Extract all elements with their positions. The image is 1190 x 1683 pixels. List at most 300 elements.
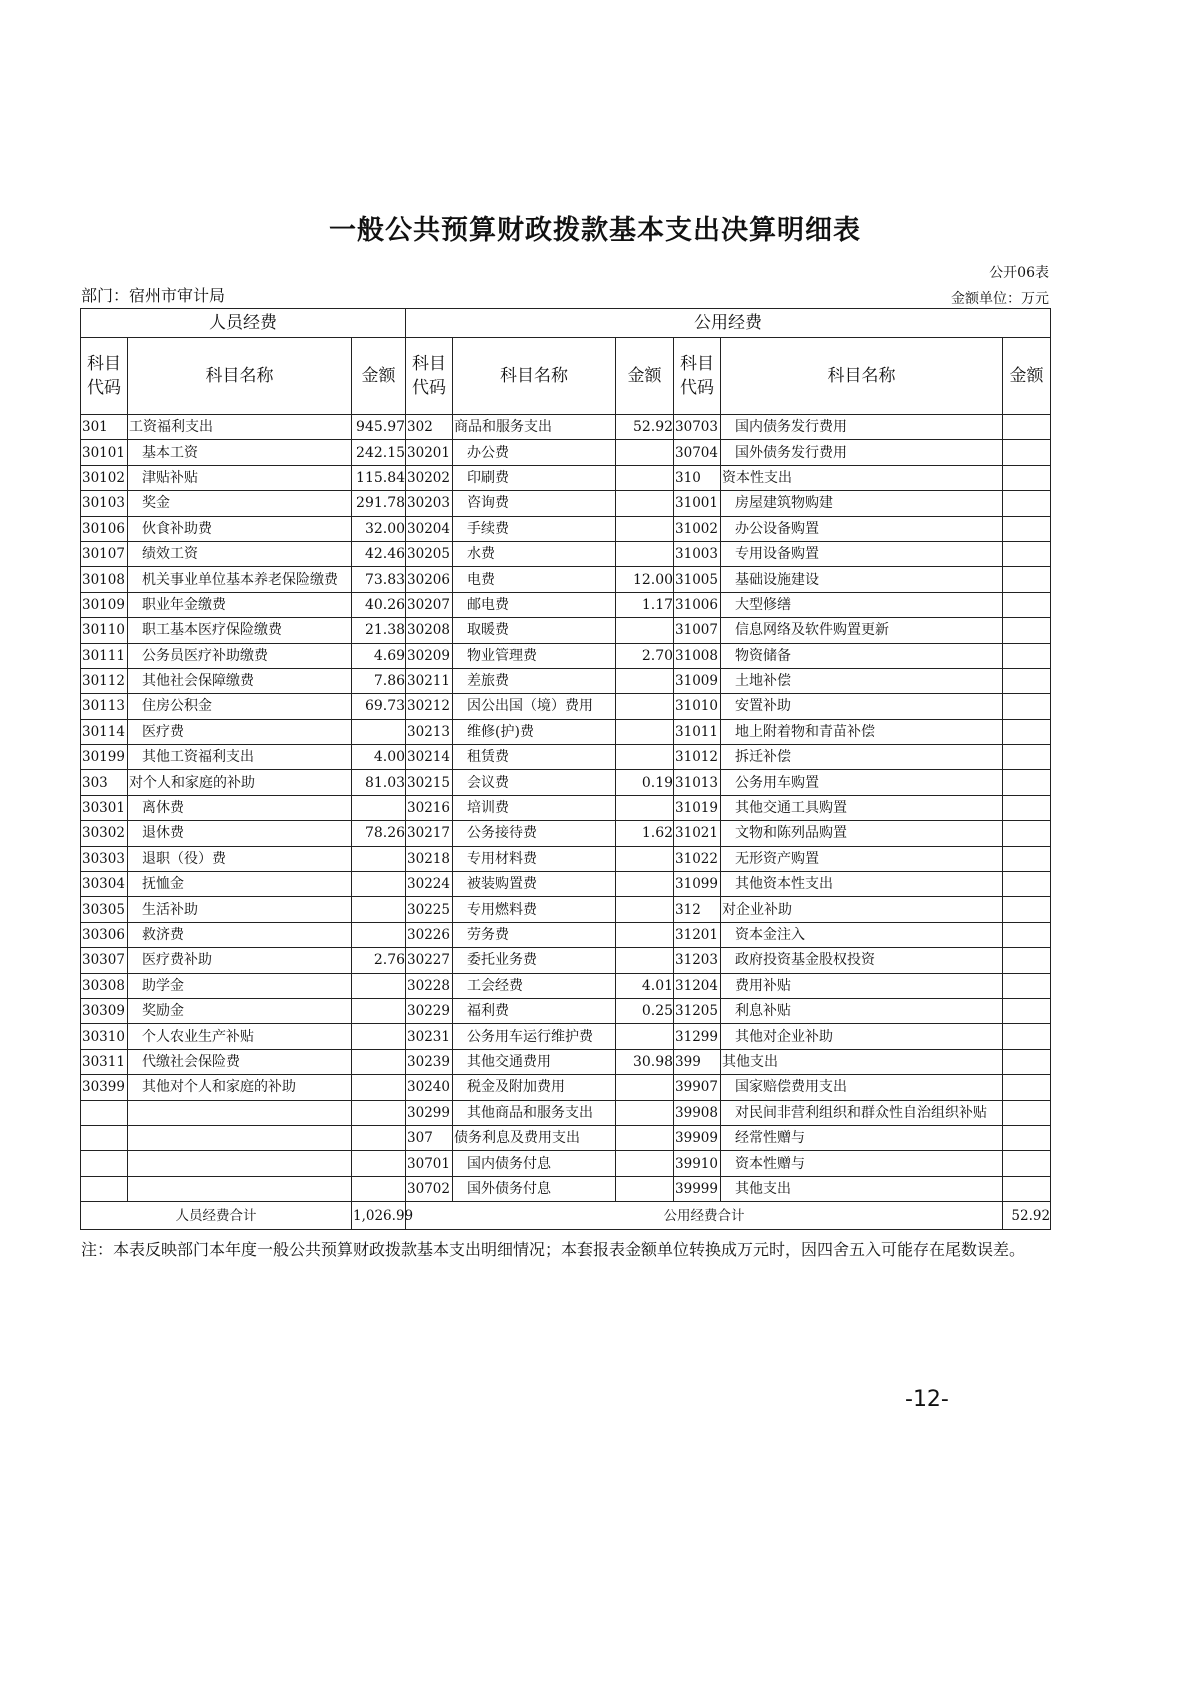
cell-code: 30207 xyxy=(406,592,453,617)
cell-name: 其他商品和服务支出 xyxy=(453,1100,616,1125)
cell-name: 其他工资福利支出 xyxy=(128,745,352,770)
cell-code: 30225 xyxy=(406,897,453,922)
cell-name: 信息网络及软件购置更新 xyxy=(721,618,1003,643)
cell-amount xyxy=(1003,948,1051,973)
name-header: 科目名称 xyxy=(128,338,352,415)
cell-name: 债务利息及费用支出 xyxy=(453,1125,616,1150)
cell-name: 公务员医疗补助缴费 xyxy=(128,643,352,668)
cell-amount: 1.62 xyxy=(616,821,674,846)
cell-name: 基础设施建设 xyxy=(721,567,1003,592)
cell-code: 30239 xyxy=(406,1049,453,1074)
cell-name: 生活补助 xyxy=(128,897,352,922)
public-header: 公用经费 xyxy=(406,309,1051,338)
cell-name: 职工基本医疗保险缴费 xyxy=(128,618,352,643)
cell-name: 退休费 xyxy=(128,821,352,846)
cell-amount xyxy=(1003,1151,1051,1176)
cell-amount xyxy=(1003,440,1051,465)
cell-name: 资本性支出 xyxy=(721,465,1003,490)
cell-amount xyxy=(1003,668,1051,693)
cell-code: 30226 xyxy=(406,922,453,947)
cell-amount xyxy=(1003,998,1051,1023)
cell-name: 国家赔偿费用支出 xyxy=(721,1075,1003,1100)
amount-header: 金额 xyxy=(1003,338,1051,415)
cell-code: 30215 xyxy=(406,770,453,795)
cell-code: 30209 xyxy=(406,643,453,668)
cell-code: 30113 xyxy=(81,694,128,719)
cell-amount: 81.03 xyxy=(352,770,406,795)
cell-code: 39910 xyxy=(674,1151,721,1176)
table-row xyxy=(81,440,1051,465)
cell-code: 301 xyxy=(81,415,128,440)
personnel-total-label: 人员经费合计 xyxy=(81,1202,352,1230)
cell-name: 办公设备购置 xyxy=(721,516,1003,541)
cell-name: 其他支出 xyxy=(721,1176,1003,1201)
cell-name: 基本工资 xyxy=(128,440,352,465)
cell-amount xyxy=(1003,922,1051,947)
cell-code: 30309 xyxy=(81,998,128,1023)
table-row xyxy=(81,745,1051,770)
cell-name: 无形资产购置 xyxy=(721,846,1003,871)
cell-name: 费用补贴 xyxy=(721,973,1003,998)
cell-amount xyxy=(1003,465,1051,490)
cell-code: 30399 xyxy=(81,1075,128,1100)
cell-amount xyxy=(1003,770,1051,795)
cell-amount xyxy=(1003,643,1051,668)
table-row xyxy=(81,541,1051,566)
name-header: 科目名称 xyxy=(721,338,1003,415)
cell-code: 30106 xyxy=(81,516,128,541)
cell-code: 30199 xyxy=(81,745,128,770)
cell-code: 30214 xyxy=(406,745,453,770)
cell-name: 大型修缮 xyxy=(721,592,1003,617)
cell-code: 399 xyxy=(674,1049,721,1074)
cell-code: 30229 xyxy=(406,998,453,1023)
cell-code: 307 xyxy=(406,1125,453,1150)
table-row xyxy=(81,415,1051,440)
cell-code: 30111 xyxy=(81,643,128,668)
cell-amount: 945.97 xyxy=(352,415,406,440)
cell-code: 31001 xyxy=(674,491,721,516)
cell-name: 电费 xyxy=(453,567,616,592)
cell-amount xyxy=(616,668,674,693)
cell-code: 30101 xyxy=(81,440,128,465)
cell-code: 31002 xyxy=(674,516,721,541)
cell-name: 被装购置费 xyxy=(453,872,616,897)
cell-amount xyxy=(352,1125,406,1150)
cell-amount xyxy=(1003,745,1051,770)
cell-name: 工会经费 xyxy=(453,973,616,998)
cell-name: 物资储备 xyxy=(721,643,1003,668)
cell-amount: 32.00 xyxy=(352,516,406,541)
cell-code: 30107 xyxy=(81,541,128,566)
cell-amount xyxy=(1003,1049,1051,1074)
cell-name: 离休费 xyxy=(128,795,352,820)
cell-code xyxy=(81,1151,128,1176)
cell-amount xyxy=(1003,1100,1051,1125)
cell-name: 安置补助 xyxy=(721,694,1003,719)
cell-name: 津贴补贴 xyxy=(128,465,352,490)
cell-name: 办公费 xyxy=(453,440,616,465)
cell-amount xyxy=(1003,592,1051,617)
cell-amount xyxy=(1003,491,1051,516)
cell-amount xyxy=(352,795,406,820)
cell-amount xyxy=(616,922,674,947)
cell-amount xyxy=(352,1075,406,1100)
cell-name: 专用设备购置 xyxy=(721,541,1003,566)
cell-code: 31006 xyxy=(674,592,721,617)
cell-name: 公务用车运行维护费 xyxy=(453,1024,616,1049)
table-row xyxy=(81,1151,1051,1176)
cell-code: 30203 xyxy=(406,491,453,516)
cell-amount xyxy=(352,922,406,947)
cell-name: 救济费 xyxy=(128,922,352,947)
cell-amount xyxy=(1003,415,1051,440)
cell-name: 差旅费 xyxy=(453,668,616,693)
cell-amount xyxy=(1003,567,1051,592)
cell-code: 30299 xyxy=(406,1100,453,1125)
cell-name: 经常性赠与 xyxy=(721,1125,1003,1150)
cell-code: 30205 xyxy=(406,541,453,566)
cell-code: 30103 xyxy=(81,491,128,516)
cell-amount: 69.73 xyxy=(352,694,406,719)
cell-amount xyxy=(1003,872,1051,897)
table-row xyxy=(81,922,1051,947)
cell-amount: 21.38 xyxy=(352,618,406,643)
cell-code: 39999 xyxy=(674,1176,721,1201)
cell-amount xyxy=(616,440,674,465)
cell-code: 30211 xyxy=(406,668,453,693)
cell-name: 资本金注入 xyxy=(721,922,1003,947)
department: 部门：宿州市审计局 xyxy=(81,286,226,305)
personnel-header: 人员经费 xyxy=(81,309,406,338)
cell-name: 地上附着物和青苗补偿 xyxy=(721,719,1003,744)
cell-name: 其他支出 xyxy=(721,1049,1003,1074)
cell-code: 30202 xyxy=(406,465,453,490)
cell-name: 房屋建筑物购建 xyxy=(721,491,1003,516)
table-row xyxy=(81,491,1051,516)
cell-code: 302 xyxy=(406,415,453,440)
cell-name: 住房公积金 xyxy=(128,694,352,719)
cell-name: 助学金 xyxy=(128,973,352,998)
cell-code: 30224 xyxy=(406,872,453,897)
cell-amount: 42.46 xyxy=(352,541,406,566)
cell-amount: 2.70 xyxy=(616,643,674,668)
cell-amount xyxy=(352,1100,406,1125)
form-number: 公开06表 xyxy=(989,265,1049,281)
cell-name: 税金及附加费用 xyxy=(453,1075,616,1100)
cell-code: 30301 xyxy=(81,795,128,820)
cell-code: 30305 xyxy=(81,897,128,922)
cell-code: 30114 xyxy=(81,719,128,744)
cell-code: 30306 xyxy=(81,922,128,947)
cell-code: 30308 xyxy=(81,973,128,998)
cell-name: 因公出国（境）费用 xyxy=(453,694,616,719)
totals-row xyxy=(81,1202,1051,1230)
amount-header: 金额 xyxy=(352,338,406,415)
cell-amount xyxy=(616,719,674,744)
table-row xyxy=(81,1100,1051,1125)
table-row xyxy=(81,643,1051,668)
cell-name: 对个人和家庭的补助 xyxy=(128,770,352,795)
cell-code: 30701 xyxy=(406,1151,453,1176)
cell-amount xyxy=(352,1151,406,1176)
cell-code: 31299 xyxy=(674,1024,721,1049)
cell-amount: 52.92 xyxy=(616,415,674,440)
cell-code: 30109 xyxy=(81,592,128,617)
cell-code: 31013 xyxy=(674,770,721,795)
cell-code: 30108 xyxy=(81,567,128,592)
cell-code: 39908 xyxy=(674,1100,721,1125)
cell-amount: 1.17 xyxy=(616,592,674,617)
cell-amount xyxy=(616,694,674,719)
table-row xyxy=(81,465,1051,490)
cell-amount xyxy=(616,948,674,973)
cell-amount: 0.19 xyxy=(616,770,674,795)
table-row xyxy=(81,998,1051,1023)
table-row xyxy=(81,567,1051,592)
cell-code: 30228 xyxy=(406,973,453,998)
cell-amount xyxy=(1003,1075,1051,1100)
table-row xyxy=(81,694,1051,719)
cell-amount xyxy=(1003,795,1051,820)
cell-code: 30227 xyxy=(406,948,453,973)
cell-amount: 73.83 xyxy=(352,567,406,592)
table-row xyxy=(81,1075,1051,1100)
cell-name: 对民间非营利组织和群众性自治组织补贴 xyxy=(721,1100,1003,1125)
cell-code: 31009 xyxy=(674,668,721,693)
table-row xyxy=(81,948,1051,973)
cell-name: 租赁费 xyxy=(453,745,616,770)
code-header: 科目代码 xyxy=(674,338,721,415)
cell-name: 水费 xyxy=(453,541,616,566)
cell-name: 个人农业生产补贴 xyxy=(128,1024,352,1049)
cell-name: 委托业务费 xyxy=(453,948,616,973)
cell-name: 其他社会保障缴费 xyxy=(128,668,352,693)
amount-unit: 金额单位：万元 xyxy=(951,291,1049,307)
table-row xyxy=(81,1176,1051,1201)
cell-code: 31204 xyxy=(674,973,721,998)
cell-name: 其他对企业补助 xyxy=(721,1024,1003,1049)
cell-amount xyxy=(1003,846,1051,871)
cell-amount xyxy=(616,1100,674,1125)
cell-name: 工资福利支出 xyxy=(128,415,352,440)
cell-code: 30311 xyxy=(81,1049,128,1074)
cell-amount xyxy=(616,618,674,643)
table-row xyxy=(81,973,1051,998)
cell-amount xyxy=(616,846,674,871)
cell-code: 30704 xyxy=(674,440,721,465)
table-row xyxy=(81,592,1051,617)
cell-code: 30307 xyxy=(81,948,128,973)
cell-amount xyxy=(352,897,406,922)
footnote: 注：本表反映部门本年度一般公共预算财政拨款基本支出明细情况；本套报表金额单位转换成万元时，因四舍五入可能存在尾数误差。 xyxy=(81,1240,1026,1259)
cell-name: 邮电费 xyxy=(453,592,616,617)
cell-amount: 4.01 xyxy=(616,973,674,998)
cell-code: 30240 xyxy=(406,1075,453,1100)
cell-name: 会议费 xyxy=(453,770,616,795)
cell-amount: 7.86 xyxy=(352,668,406,693)
cell-name: 其他交通费用 xyxy=(453,1049,616,1074)
cell-code: 31205 xyxy=(674,998,721,1023)
cell-name: 医疗费 xyxy=(128,719,352,744)
cell-code: 31021 xyxy=(674,821,721,846)
cell-name xyxy=(128,1100,352,1125)
cell-amount xyxy=(616,1024,674,1049)
cell-name: 劳务费 xyxy=(453,922,616,947)
cell-name: 绩效工资 xyxy=(128,541,352,566)
cell-amount xyxy=(1003,1176,1051,1201)
cell-name: 公务用车购置 xyxy=(721,770,1003,795)
cell-code: 31203 xyxy=(674,948,721,973)
cell-amount xyxy=(616,465,674,490)
cell-amount xyxy=(616,1176,674,1201)
cell-code: 30208 xyxy=(406,618,453,643)
page-number: -12- xyxy=(905,1387,949,1412)
cell-code: 30302 xyxy=(81,821,128,846)
cell-code: 31201 xyxy=(674,922,721,947)
cell-code: 31010 xyxy=(674,694,721,719)
cell-amount xyxy=(352,973,406,998)
table-row xyxy=(81,516,1051,541)
cell-code: 30213 xyxy=(406,719,453,744)
table-row xyxy=(81,897,1051,922)
cell-name: 其他对个人和家庭的补助 xyxy=(128,1075,352,1100)
cell-code: 30102 xyxy=(81,465,128,490)
expenditure-table xyxy=(80,308,1051,1230)
table-row xyxy=(81,1024,1051,1049)
code-header: 科目代码 xyxy=(81,338,128,415)
table-row xyxy=(81,872,1051,897)
cell-name: 奖金 xyxy=(128,491,352,516)
cell-amount xyxy=(616,516,674,541)
cell-code: 31005 xyxy=(674,567,721,592)
cell-amount: 115.84 xyxy=(352,465,406,490)
cell-code: 31011 xyxy=(674,719,721,744)
cell-amount xyxy=(1003,897,1051,922)
name-header: 科目名称 xyxy=(453,338,616,415)
cell-amount xyxy=(616,1075,674,1100)
cell-code: 30218 xyxy=(406,846,453,871)
cell-amount xyxy=(616,897,674,922)
cell-amount: 4.69 xyxy=(352,643,406,668)
cell-amount: 291.78 xyxy=(352,491,406,516)
cell-name: 代缴社会保险费 xyxy=(128,1049,352,1074)
cell-amount xyxy=(1003,821,1051,846)
amount-header: 金额 xyxy=(616,338,674,415)
cell-name: 咨询费 xyxy=(453,491,616,516)
cell-name: 商品和服务支出 xyxy=(453,415,616,440)
cell-amount: 78.26 xyxy=(352,821,406,846)
cell-code: 31099 xyxy=(674,872,721,897)
cell-name: 印刷费 xyxy=(453,465,616,490)
cell-code: 30304 xyxy=(81,872,128,897)
cell-amount xyxy=(616,1125,674,1150)
cell-code: 30216 xyxy=(406,795,453,820)
cell-name: 其他交通工具购置 xyxy=(721,795,1003,820)
cell-code: 31003 xyxy=(674,541,721,566)
table-row xyxy=(81,1125,1051,1150)
cell-amount: 242.15 xyxy=(352,440,406,465)
cell-code: 30310 xyxy=(81,1024,128,1049)
cell-amount: 40.26 xyxy=(352,592,406,617)
cell-amount xyxy=(1003,973,1051,998)
cell-code: 30217 xyxy=(406,821,453,846)
cell-code: 30231 xyxy=(406,1024,453,1049)
cell-amount xyxy=(1003,516,1051,541)
cell-name: 取暖费 xyxy=(453,618,616,643)
cell-code: 30112 xyxy=(81,668,128,693)
cell-name: 伙食补助费 xyxy=(128,516,352,541)
cell-name: 国外债务付息 xyxy=(453,1176,616,1201)
cell-amount xyxy=(352,1176,406,1201)
cell-name: 土地补偿 xyxy=(721,668,1003,693)
cell-amount xyxy=(352,872,406,897)
cell-code: 312 xyxy=(674,897,721,922)
cell-name: 福利费 xyxy=(453,998,616,1023)
cell-name xyxy=(128,1151,352,1176)
cell-name: 奖励金 xyxy=(128,998,352,1023)
cell-code: 31022 xyxy=(674,846,721,871)
cell-name: 退职（役）费 xyxy=(128,846,352,871)
cell-name: 利息补贴 xyxy=(721,998,1003,1023)
cell-name: 其他资本性支出 xyxy=(721,872,1003,897)
cell-code xyxy=(81,1100,128,1125)
cell-name: 物业管理费 xyxy=(453,643,616,668)
cell-amount xyxy=(352,719,406,744)
table-row xyxy=(81,770,1051,795)
cell-code: 31007 xyxy=(674,618,721,643)
cell-name: 维修(护)费 xyxy=(453,719,616,744)
cell-amount xyxy=(352,998,406,1023)
cell-code: 30206 xyxy=(406,567,453,592)
public-total-label: 公用经费合计 xyxy=(406,1202,1003,1230)
table-row xyxy=(81,821,1051,846)
cell-name: 公务接待费 xyxy=(453,821,616,846)
table-row xyxy=(81,719,1051,744)
cell-amount: 4.00 xyxy=(352,745,406,770)
cell-amount xyxy=(1003,618,1051,643)
cell-amount: 0.25 xyxy=(616,998,674,1023)
cell-code: 30212 xyxy=(406,694,453,719)
cell-name: 抚恤金 xyxy=(128,872,352,897)
cell-code: 310 xyxy=(674,465,721,490)
table-row xyxy=(81,618,1051,643)
cell-code: 31019 xyxy=(674,795,721,820)
cell-amount xyxy=(352,1049,406,1074)
cell-name: 职业年金缴费 xyxy=(128,592,352,617)
cell-name: 机关事业单位基本养老保险缴费 xyxy=(128,567,352,592)
cell-name xyxy=(128,1125,352,1150)
code-header: 科目代码 xyxy=(406,338,453,415)
personnel-total-amount: 1,026.99 xyxy=(352,1202,406,1230)
cell-amount xyxy=(1003,719,1051,744)
cell-name: 医疗费补助 xyxy=(128,948,352,973)
cell-name: 对企业补助 xyxy=(721,897,1003,922)
cell-code: 30204 xyxy=(406,516,453,541)
cell-amount xyxy=(616,541,674,566)
cell-code: 30110 xyxy=(81,618,128,643)
cell-code: 30303 xyxy=(81,846,128,871)
cell-amount xyxy=(1003,694,1051,719)
cell-name: 培训费 xyxy=(453,795,616,820)
cell-amount xyxy=(616,745,674,770)
cell-code: 31008 xyxy=(674,643,721,668)
cell-amount xyxy=(352,846,406,871)
cell-amount xyxy=(616,872,674,897)
cell-amount xyxy=(616,795,674,820)
table-row xyxy=(81,795,1051,820)
cell-name: 专用材料费 xyxy=(453,846,616,871)
